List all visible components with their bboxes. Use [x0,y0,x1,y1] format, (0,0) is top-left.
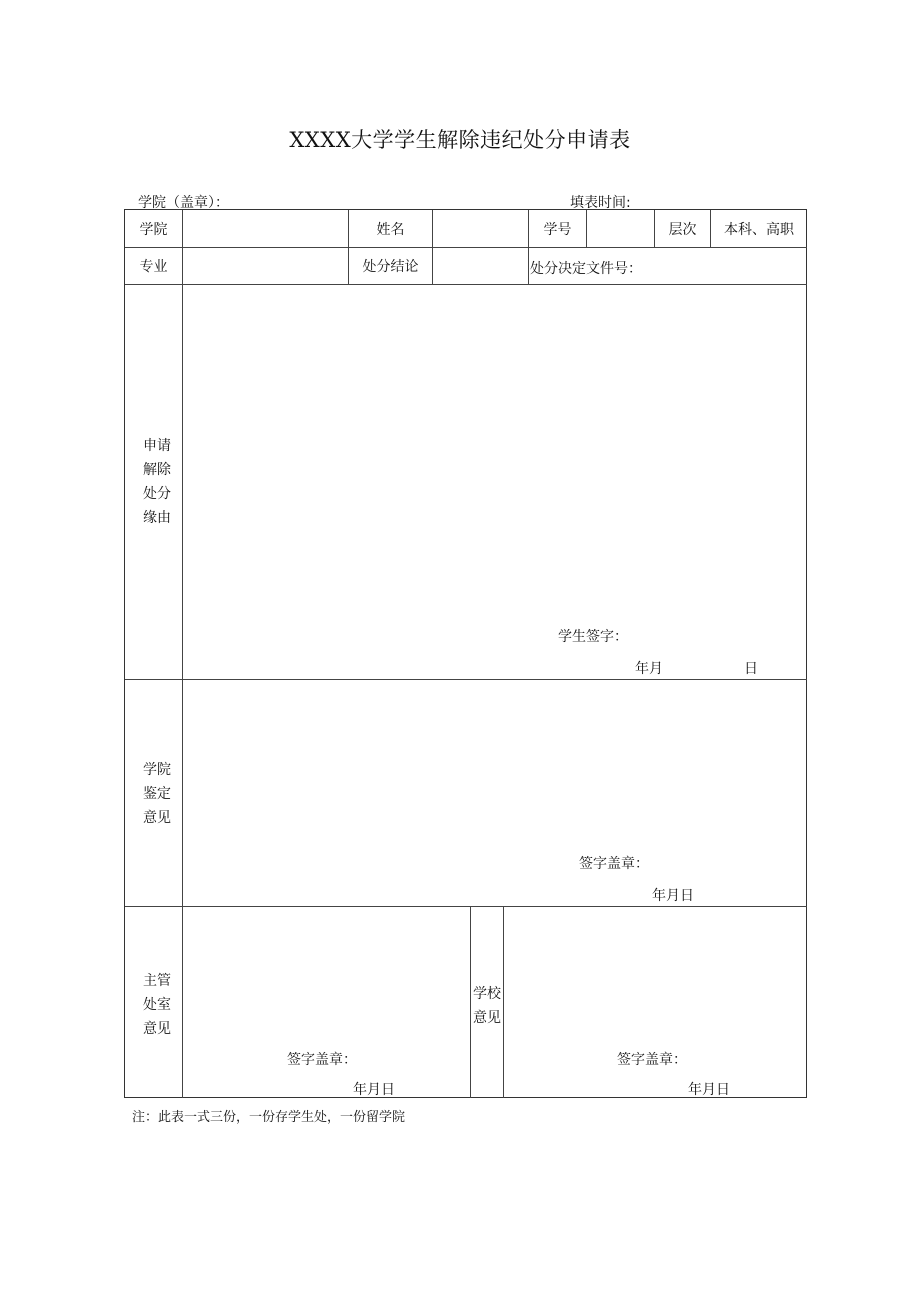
form-title: XXXX大学学生解除违纪处分申请表 [289,128,631,152]
fill-date-label: 填表时间: [570,195,631,211]
college-input[interactable] [183,210,348,247]
reason-label: 申请 解除 处分 缘由 [143,438,171,526]
school-signature-label: 签字盖章： [617,1052,687,1068]
dept-opinion-label: 主管 处室 意见 [143,973,171,1037]
reason-textarea[interactable] [183,285,807,679]
dept-opinion-date: 年月日 [353,1082,395,1098]
college-signature-label: 签字盖章： [579,856,649,872]
footnote: 注：此表一式三份，一份存学生处，一份留学院 [132,1110,406,1125]
school-opinion-label: 学校 意见 [473,986,501,1026]
student-id-label: 学号 [543,221,572,238]
reason-date-year-month: 年月 [635,661,663,677]
reason-date-day: 日 [744,661,758,677]
school-opinion-date: 年月日 [688,1082,730,1098]
college-opinion-date: 年月日 [652,888,694,904]
dept-signature-label: 签字盖章： [287,1052,357,1068]
conclusion-label: 处分结论 [362,259,419,275]
conclusion-input[interactable] [433,248,528,284]
application-table [124,209,807,1098]
name-input[interactable] [433,210,528,247]
college-opinion-label: 学院 鉴定 意见 [143,762,171,826]
level-label: 层次 [668,221,697,238]
name-label: 姓名 [376,221,405,238]
student-id-input[interactable] [587,210,654,247]
school-opinion-textarea[interactable] [504,907,807,1098]
doc-no-label: 处分决定文件号： [530,261,642,277]
major-label: 专业 [139,259,168,275]
college-label: 学院 [139,221,168,238]
college-stamp-label: 学院（盖章）： [138,195,229,211]
student-signature-label: 学生签字： [558,629,628,645]
college-opinion-textarea[interactable] [183,680,807,906]
level-value: 本科、高职 [724,221,794,238]
major-input[interactable] [183,248,348,284]
dept-opinion-textarea[interactable] [183,907,470,1098]
